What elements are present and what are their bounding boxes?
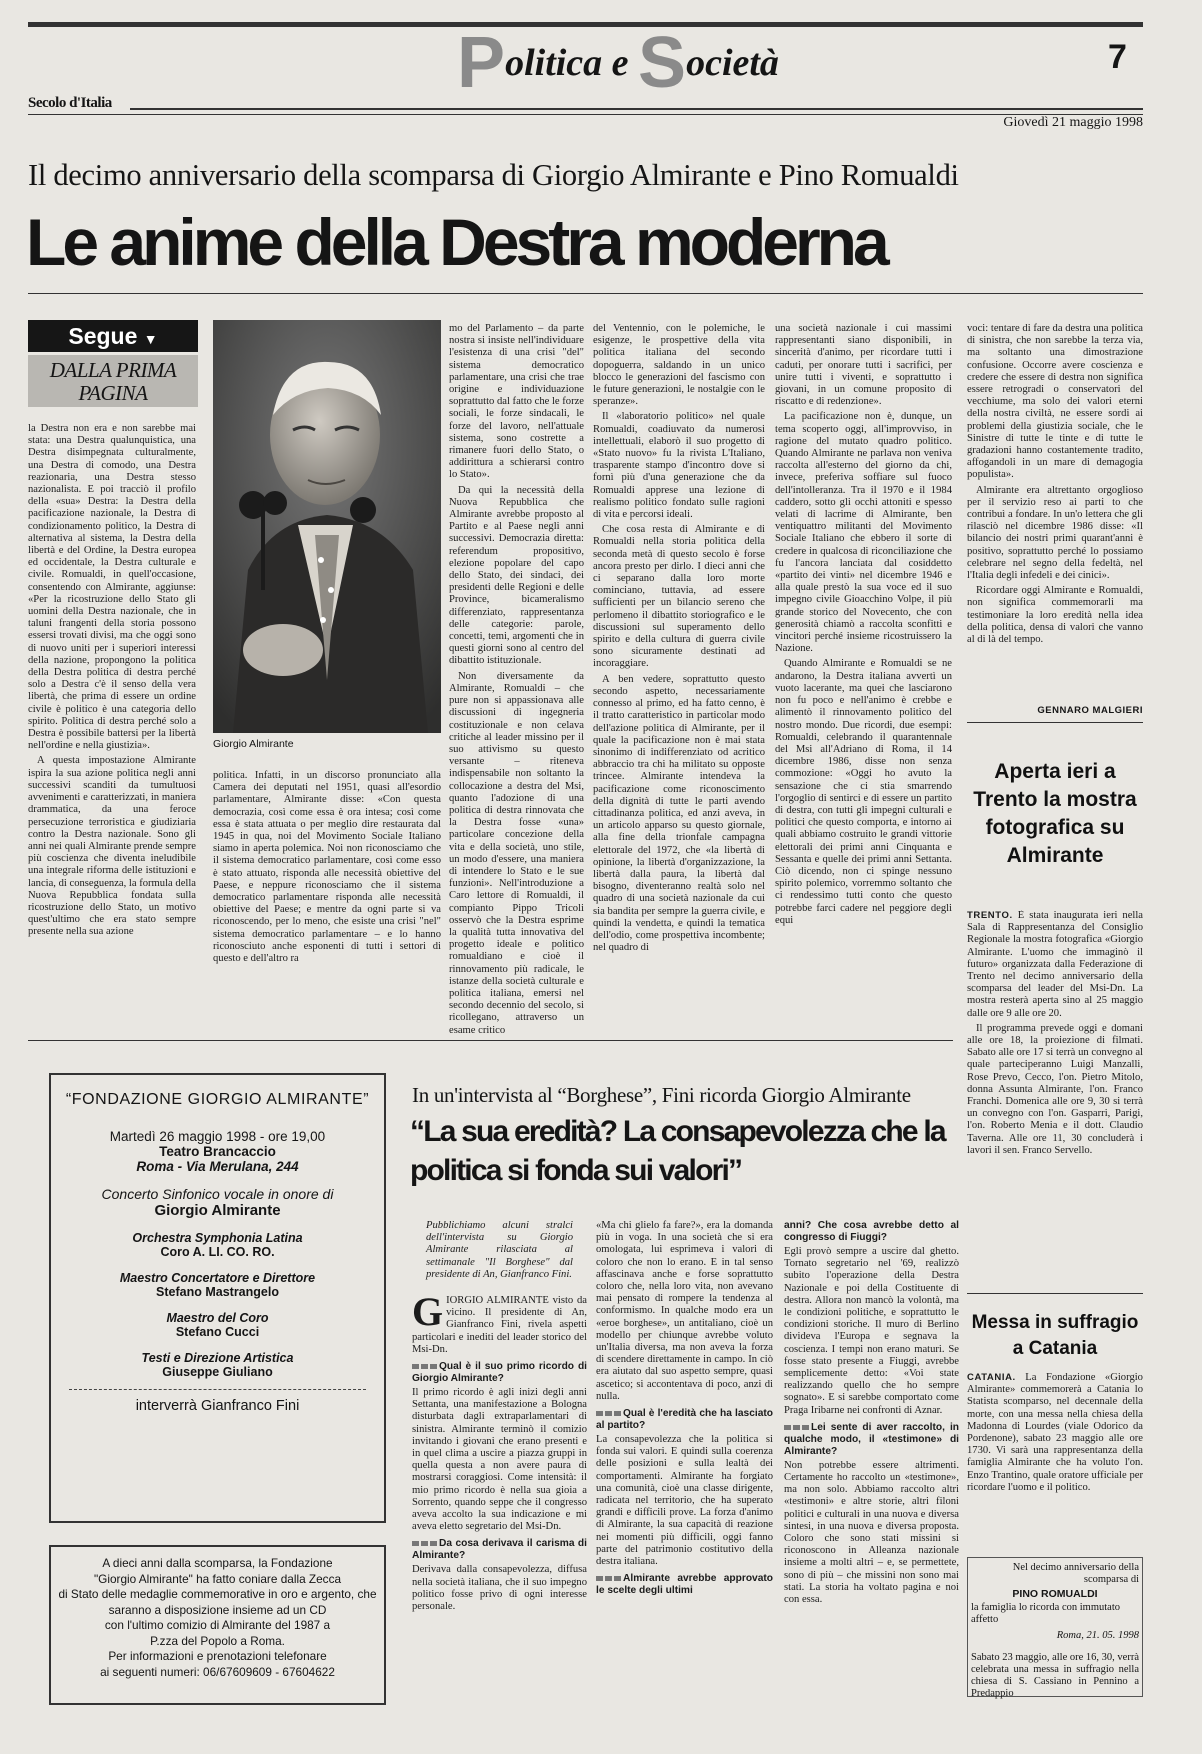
article-column-6: voci: tentare di fare da destra una politica di sinistra, che non sarebbe la terza via, ma soltanto una dimostrazione confusione. Occorre avere coscienza e credere che essere di destra non significa essere retrogradi o conservatori del vecchiume, ma solo dei valori eterni della nostra civiltà, ne essere sordi ai problemi della giustizia sociale, che le Sinistre di tutte le tinte e di tutte le gradazioni hanno costantemente tradito, affogandoli in un mare di demagogia populista». Almirante era altrettanto orgoglioso per il servizio reso ai parti to che contribuì a fondare. In un'o lettera che gli rilasciò nel dicembre 1986 disse: «Il bilancio dei nostri primi quarant'anni è positivo, soprattutto perché lo possiamo celebrare nel segno della fedeltà, nel l'Italia degli infedeli e dei cinici». Ricordare oggi Almirante e Romualdi, non significa commemorarli ma testimoniare la loro eredità nella idea della politica, densa di valori che vanno al di là del tempo. xyxy=(967,323,1143,646)
medal-ad: A dieci anni dalla scomparsa, la Fondazione "Giorgio Almirante" ha fatto coniare dalla Zecca di Stato delle medaglie commemorative in oro e argento, che saranno a disposizione insieme ad un CD con l'ultimo comizio di Almirante del 1987 a P.zza del Popolo a Roma. Per informazioni e prenotazioni telefonare ai seguenti numeri: 06/67609609 - 67604622 xyxy=(49,1545,386,1705)
sidebar-rule xyxy=(967,1293,1143,1294)
main-headline: Le anime della Destra moderna xyxy=(26,205,886,279)
question-2: Da cosa derivava il carisma di Almirante? xyxy=(412,1538,587,1562)
issue-date: Giovedì 21 maggio 1998 xyxy=(1003,115,1143,130)
interview-column-2: «Ma chi glielo fa fare?», era la domanda più in voga. In una società che si era omologata, lui esprimeva i valori di coloro che non lo erano. E in tal senso affascinava anche e forse soprattutto coloro che, nella loro vita, non avevano mai pensato di rompere la tendenza al conformismo. In qualche modo era un «eroe borghese», un antitaliano, cioè un modello per chiunque avrebbe voluto un'Italia diversa, ma non aveva la forza di scendere direttamente in campo. In ciò era aiutato dal suo aspetto sempre, quasi ascetico; si accontentava di poco, anzi di nulla. Qual è l'eredità che ha lasciato al partito? La consapevolezza che la politica si fonda sui valori. E quindi sulla coerenza delle posizioni e sulla lealtà dei comportamenti. Almirante ha forgiato una comunità, cioè una classe dirigente, radicata nel territorio, che ha superato grandi e difficili prove. La forza d'animo di Almirante, la sua capacità di reazione nei momenti più difficili, oggi fanno parte del patrimonio costitutivo della destra italiana. Almirante avrebbe approvato le scelte degli ultimi xyxy=(596,1220,773,1597)
interview-kicker: In un'intervista al “Borghese”, Fini ricorda Giorgio Almirante xyxy=(412,1083,911,1107)
question-3: Qual è l'eredità che ha lasciato al partito? xyxy=(596,1408,773,1432)
byline: GENNARO MALGIERI xyxy=(1037,705,1143,716)
sidebar-trento-body: TRENTO. È stata inaugurata ieri nella Sala di Rappresentanza del Consiglio Regionale la mostra fotografica «Giorgio Almirante. L'uomo che immaginò il futuro» organizzata dalla Federazione di Trento nel decimo anniversario della scomparsa del leader del Msi-Dn. La mostra resterà aperta sino al 25 maggio dalle ore 9 alle ore 20. Il programma prevede oggi e domani alle ore 18, la proiezione di filmati. Sabato alle ore 17 si terrà un convegno al quale parteciperanno Luigi Manzalli, Rose Prevo, Cecco, l'on. Pietro Mitolo, donna Assunta Almirante, l'on. Franco Franchi. Domenica alle ore 9, 30 si terrà un convegno con l'on. Gasparri, Parigi, l'on. Roberto Menia e il dott. Claudio Taverna. Alle ore 11, 30 concluderà i lavori il sen. Franco Servello. xyxy=(967,910,1143,1156)
foundation-concert-ad: “FONDAZIONE GIORGIO ALMIRANTE” Martedì 26 maggio 1998 - ore 19,00 Teatro Brancaccio Roma - Via Merulana, 244 Concerto Sinfonico vocale in onore di Giorgio Almirante Orchestra Symphonia Latina Coro A. LI. CO. RO. Maestro Concertatore e Direttore Stefano Mastrangelo Maestro del Coro Stefano Cucci Testi e Direzione Artistica Giuseppe Giuliano interverrà Gianfranco Fini xyxy=(49,1073,386,1523)
main-kicker: Il decimo anniversario della scomparsa di Giorgio Almirante e Pino Romualdi xyxy=(28,158,959,192)
sidebar-catania-body: CATANIA. La Fondazione «Giorgio Almirante» commemorerà a Catania lo Statista scomparso, nel decennale della morte, con una messa nella chiesa della Madonna di Lourdes (viale Odorico da Pordenone), sabato 23 maggio alle ore 1730. Vi sarà una rappresentanza della famiglia Almirante che ha voluto l'on. Enzo Trantino, quale oratore ufficiale per ricordare l'uomo e il politico. xyxy=(967,1372,1143,1493)
section-title: Politica e Società xyxy=(457,23,779,103)
interview-column-1: Pubblichiamo alcuni stralci dell'intervista su Giorgio Almirante rilasciata al settimanale "Il Borghese" dal presidente di An, Gianfranco Fini. GIORGIO ALMIRANTE visto da vicino. Il presidente di An, Gianfranco Fini, rivela aspetti particolari e inediti del leader storico del Msi-Dn. Qual è il suo primo ricordo di Giorgio Almirante? Il primo ricordo è agli inizi degli anni Settanta, una manifestazione a Bologna disturbata dagli extraparlamentari di sinistra. Almirante terminò il comizio invitando i giovani che erano presenti e in quel clima a uscire a piazza gruppi in quella questa a non avere paura di mostrarsi coraggiosi. Come intensità: il mio primo ricordo è nella sua gioia a Sorrento, quando seppe che il congresso aveva accolto la sua indicazione e mi aveva eletto segretario del Msi-Dn. Da cosa derivava il carisma di Almirante? Derivava dalla consapevolezza, diffusa nella società italiana, che il suo impegno politico fosse privo di ogni interesse personale. xyxy=(412,1220,587,1613)
notice-name: PINO ROMUALDI xyxy=(1012,1588,1098,1600)
sidebar-catania-title: Messa in suffragio a Catania xyxy=(971,1312,1139,1359)
interview-headline: “La sua eredità? La consapevolezza che la politica si fonda sui valori” xyxy=(410,1115,945,1187)
paper-name: Secolo d'Italia xyxy=(28,95,112,111)
article-column-2: politica. Infatti, in un discorso pronunciato alla Camera dei deputati nel 1951, quasi all'esordio parlamentare, Almirante disse: «Con questa democrazia, così come essa è ora intesa; così come essa è stata attuata o per meglio dire restaurata dal 1945 in qua, noi del Movimento Sociale Italiano siamo in aperta polemica. Noi non riconosciamo che il sistema democratico parlamentare, così come esso è stato attuato, risponda alle necessità obiettive del Paese, e neppure riconosciamo che il sistema democratico parlamentare risponda alle necessità obiettive del Paese; e mentre da ogni parte si va riconoscendo, per lo meno, che esiste una crisi "nel" sistema democratico parlamentare – e lo hanno riconosciuto anche esponenti di tutti i settori di questo e dell'altro ra xyxy=(213,770,441,965)
segue-label: Segue ▼ xyxy=(28,320,198,352)
question-4: Almirante avrebbe approvato le scelte degli ultimi xyxy=(596,1573,773,1597)
triangle-down-icon: ▼ xyxy=(143,331,158,347)
column-rule xyxy=(967,722,1143,723)
dotted-divider xyxy=(69,1389,366,1390)
segue-from: DALLA PRIMA PAGINA xyxy=(28,355,198,407)
photo-almirante xyxy=(213,320,441,733)
dropcap: G xyxy=(412,1289,444,1335)
photo-caption: Giorgio Almirante xyxy=(213,738,294,750)
interview-column-3: anni? Che cosa avrebbe detto al congresso di Fiuggi? Egli provò sempre a uscire dal ghetto. Tornato segretario nel '69, realizzò subito l'operazione della Destra Nazionale e poi della Costituente di destra. Allora non mancò la volontà, ma le condizioni politiche, e soprattutto le condizioni storiche. Il muro di Berlino divideva l'Europa e segnava la coscienza. I tempi non erano maturi. Se fosse stato presente a Fiuggi, avrebbe semplicemente detto: «Voi state realizzando quello che ho sempre sognato». E si sarebbe comportato come Praga Iribarne nei confronti di Aznar. Lei sente di aver raccolto, in qualche modo, il «testimone» di Almirante? Non potrebbe essere altrimenti. Certamente ho raccolto un «testimone», ma non solo. Abbiamo raccolto altri «testimoni» e altre storie, altri filoni politici e culturali in una nuova e diversa sintesi, in una nuova e diversa proposta. Coloro che sono stati missini si riconoscono in Alleanza nazionale insieme a molti altri – e, se permettete, sono di più – che missini non sono mai stati. La storia ha voltato pagina e noi con essa. xyxy=(784,1220,959,1606)
article-column-3: mo del Parlamento – da parte nostra si insiste nell'individuare l'esistenza di una crisi "del" sistema democratico parlamentare, una crisi che trae origine e individuazione soprattutto dal fatto che le forze sociali, le forze sindacali, le forze del lavoro, nell'attuale sistema, sono costrette a rimanere fuori dello Stato, o addirittura a schierarsi contro lo Stato». Da qui la necessità della Nuova Repubblica che Almirante avrebbe proposto al Partito e al Paese negli anni successivi. Democrazia diretta: referendum propositivo, elezione popolare del capo dello Stato, dei sindaci, dei presidenti delle Regioni e delle Province, bicameralismo differenziato, rappresentanza delle categorie: parole, concetti, temi, argomenti che in questi giorni sono al centro del dibattito istituzionale. Non diversamente da Almirante, Romualdi – che pure non si appassionava alle discussioni di ingegneria costituzionale e non celava critiche al leader missino per il suo attivismo su questo versante – riteneva indispensabile non soltanto la collocazione a destra del Msi, quanto l'adozione di una politica di destra rinnovata che la Destra fosse «una» particolare concezione della vita e della società, uno stile, un modo d'essere, una maniera di intendere lo Stato e le sue funzioni». Nell'introduzione a Caro lettore di Romualdi, il compianto Pippo Tricoli osservò che la Destra esprime la qualità tutta innovativa del progetto ideale e politico romualdiano e cioè il rinnovamento più radicale, le istanze della società culturale e politica italiana, emersi nel secondo decennio del secolo, si ricollegano, attraverso un esame critico xyxy=(449,323,584,1036)
page-number: 7 xyxy=(1108,38,1127,76)
memorial-notice: Nel decimo anniversario della scomparsa di PINO ROMUALDI la famiglia lo ricorda con immutato affetto Roma, 21. 05. 1998 Sabato 23 maggio, alle ore 16, 30, verrà celebrata una messa in suffragio nella chiesa di S. Cassiano in Pennino a Predappio xyxy=(967,1557,1143,1697)
article-column-1: la Destra non era e non sarebbe mai stata: una Destra qualunquistica, una Destra disimpegnata culturalmente, una Destra di comodo, una Destra reazionaria, una Destra stesso nazionalista. E poi tracciò il profilo della «sua» Destra: la Destra della pacificazione nazionale, la Destra di condizionamento politico, la Destra di alternativa al sistema, la Destra della libertà e del Ordine, la Destra europea ed occidentale, la Destra culturale e civile. Romualdi, in quell'occasione, consentendo con Almirante, aggiunse: «Per la ricostruzione dello Stato gli uomini della Destra nazionale, che in taluni frangenti della storia possono essersi trovati divisi, ma che oggi sono di nuovo uniti per i superiori interessi della nazione, propongono la politica della Destra politica di destra perché solo a Destra c'è il senso della vera libertà, che prima di essere un ordine civile è politico è una categoria dello spirito. Politica di destra perché solo a Destra è possibile battersi per la libertà nell'ordine e nella giustizia». A questa impostazione Almirante ispira la sua azione politica negli anni successivi scanditi da tumultuosi avvenimenti e caratterizzati, in maniera drammatica, da una feroce persecuzione terroristica e giudiziaria contro la Destra nazionale. Sono gli anni nei quali Almirante prende sempre più coscienza che diventa ineludibile una integrale riforma delle istituzioni e lancia, di conseguenza, la formula della Nuova Repubblica fondata sulla ricostruzione dello Stato, un motivo quest'ultimo che era stato sempre presente nella sua azione xyxy=(28,423,196,938)
question-4-continued: anni? Che cosa avrebbe detto al congresso di Fiuggi? xyxy=(784,1220,959,1243)
question-5: Lei sente di aver raccolto, in qualche modo, il «testimone» di Almirante? xyxy=(784,1421,959,1457)
masthead-rule xyxy=(130,108,1143,110)
headline-rule xyxy=(28,293,1143,294)
top-rule xyxy=(28,22,1143,27)
article-column-5: una società nazionale i cui massimi rappresentanti siano disponibili, in sincerità d'animo, per ricordare tutti i caduti, per onorare tutti i sacrifici, per unire tutti i viventi, e soprattutto i giovani, in un comune proposito di riscatto e di redenzione». La pacificazione non è, dunque, un tema scoperto oggi, all'improvviso, in ragione del mutato quadro politico. Quando Almirante ne parlava non veniva raccolta all'esterno del giorno da chi, invece, preferiva soffiare sul fuoco dell'intolleranza. Tra il 1970 e il 1984 caddero, sotto gli occhi attoniti e spesso velati di lacrime di Almirante, ben ventiquattro militanti del Movimento Sociale Italiano che ebbero il sorte di credere in qualcosa di riconciliazione che fu l'ancora lanciata dal cosiddetto «partito dei vinti» nel dicembre 1946 e alla quale prestò la sua voce ed il suo impegno civile Gioacchino Volpe, il più grande storico del Novecento, che con generosità chiamò a raccolta sconfitti e vincitori perché insieme ricostruissero la Nazione. Quando Almirante e Romualdi se ne andarono, la Destra italiana avvertì un vuoto lacerante, ma quei che lasciarono non fu poco e nell'animo è crebbe e alimentò il rinnovamento politico del nostro mondo. Due ricordi, due esempi: Romualdi, celebrando il quarantennale del Msi all'Adriano di Roma, il 14 dicembre 1986, disse non senza commozione: «Oggi ho avuto la sensazione che ci stia smarrendo l'orgoglio di sentirci e di essere un partito di destra, con tutti gli impegni culturali e politici che questo comporta, e intorno ai quali abbiamo costruito le grandi vittorie elettorali dei primi anni Cinquanta e Sessanta e quelle dei primi anni Settanta. Ciò dicendo, non ci spinge nessuno spirito polemico, vorremmo soltanto che ci rendessimo tutti conto che questo potrebbe farci cadere nel peggiore degli equi xyxy=(775,323,952,926)
question-1: Qual è il suo primo ricordo di Giorgio Almirante? xyxy=(412,1361,587,1385)
article-column-4: del Ventennio, con le polemiche, le esigenze, le prospettive della vita politica italiana del secondo dopoguerra, saldando in un unico blocco le generazioni del fascismo con le future generazioni, le nostalgie con le speranze». Il «laboratorio politico» nel quale Romualdi, coadiuvato da numerosi intellettuali, elaborò il suo progetto di «Stato nuovo» fu la rivista L'Italiano, trasparente stampo d'incontro dove si fornì più d'una generazione che da Romualdi apprese una lezione di realismo politico fondato sulle ragioni di vita e percorsi ideali. Che cosa resta di Almirante e di Romualdi nella storia politica della seconda metà di questo secolo è forse ancora presto per dirlo. I dieci anni che ci separano dalla loro morte cominciano, tuttavia, ad essere sufficienti per un bilancio sereno che perlomeno il dibattito storiografico e le discussioni sul superamento dello spirito e della cultura di guerra civile sono sicuramente destinati ad incoraggiare. A ben vedere, soprattutto questo secondo aspetto, necessariamente connesso al primo, ed ha fatto cenno, è il tratto caratteristico in particolar modo dell'azione politica di Almirante, per il quale la pacificazione non è mai stata sinonimo di indifferenziato od acritico abbraccio tra chi ha militato su opposte trincee. Almirante intendeva la pacificazione come riconoscimento della dignità di tutte le parti avendo cittadinanza politica, ed anzi aveva, in un articolo apparso su questo giornale, alla fine della trionfale campagna elettorale del 1972, che «la libertà di opinione, la libertà d'organizzazione, la libertà dalla paura, la libertà dal bisogno, diventeranno realtà solo nel quadro di una società nazionale da cui sia bandita per sempre la guerra civile, e quindi la vendetta, e quindi la tematica dell'odio, come prospettiva incombente; nel quadro di xyxy=(593,323,765,954)
section-divider xyxy=(28,1040,953,1041)
portrait-image xyxy=(213,320,441,733)
sidebar-trento-title: Aperta ieri a Trento la mostra fotografica su Almirante xyxy=(973,760,1137,867)
